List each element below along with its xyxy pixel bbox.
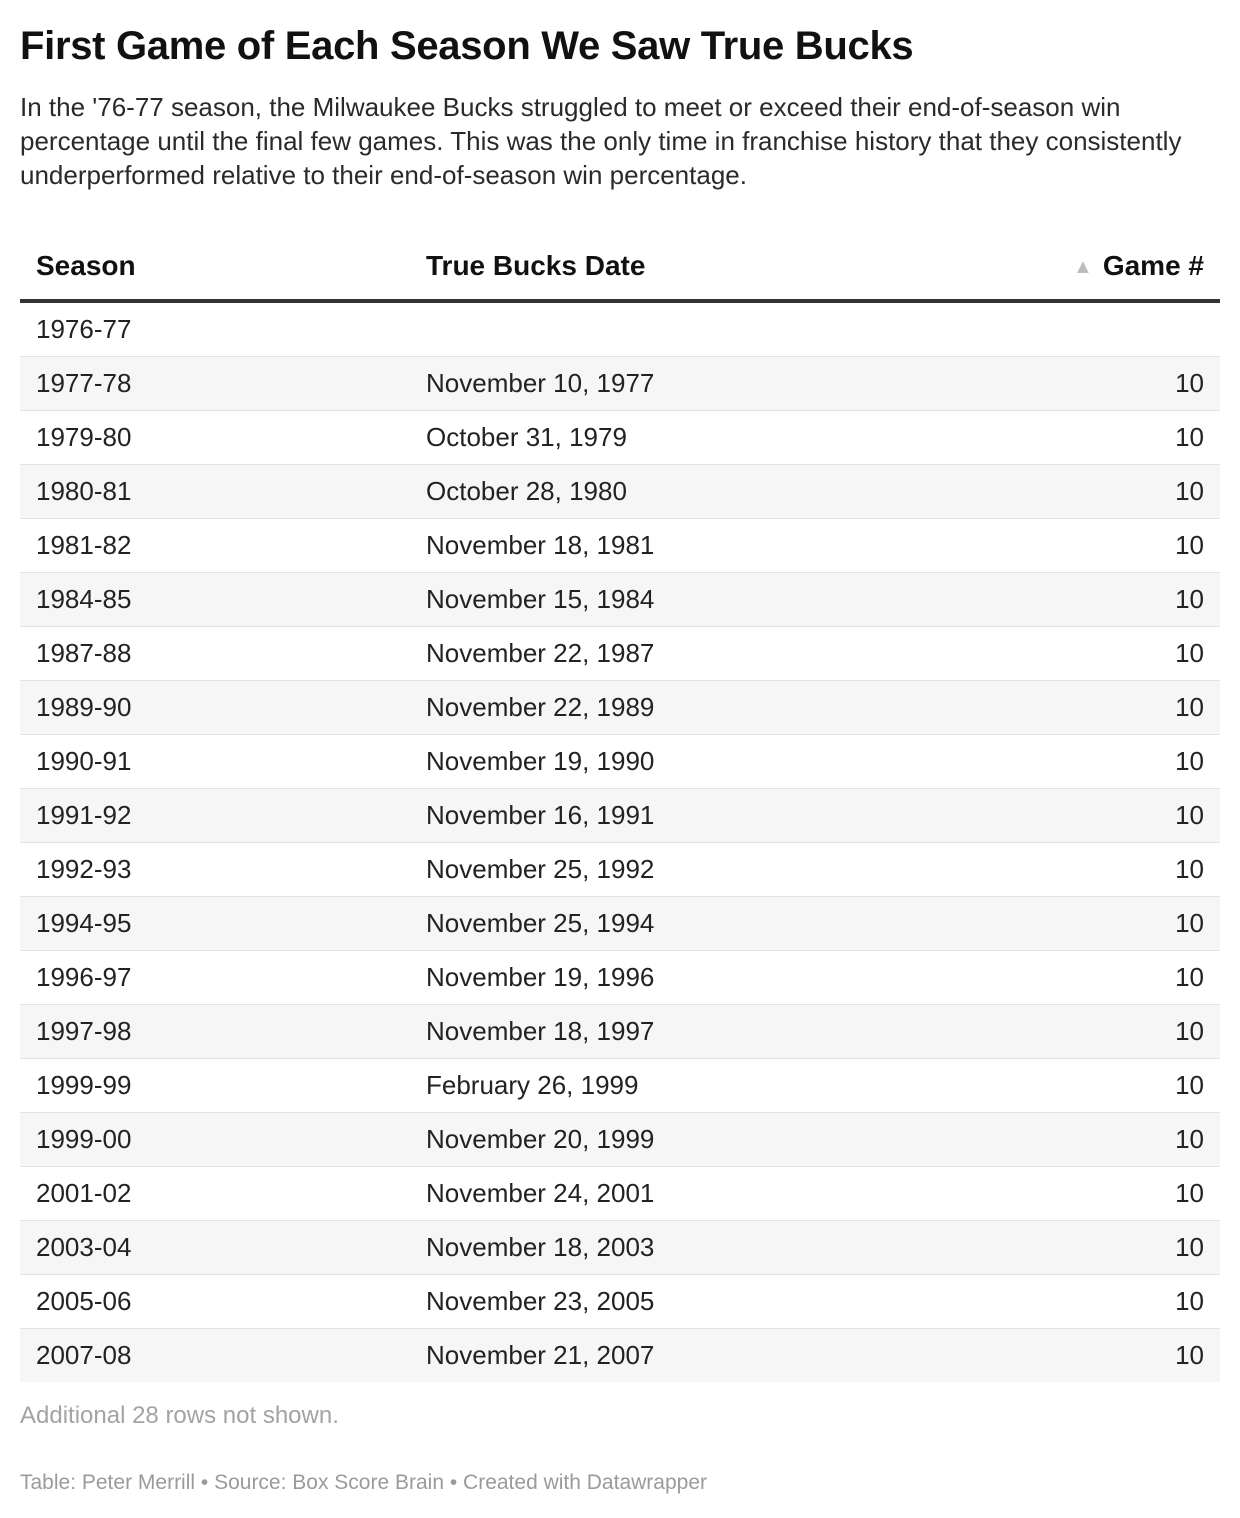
cell-season: 1976-77 bbox=[20, 301, 410, 357]
cell-date: November 22, 1987 bbox=[410, 627, 950, 681]
cell-date: November 16, 1991 bbox=[410, 789, 950, 843]
cell-game: 10 bbox=[950, 897, 1220, 951]
cell-game: 10 bbox=[950, 1221, 1220, 1275]
cell-season: 1996-97 bbox=[20, 951, 410, 1005]
cell-game: 10 bbox=[950, 1329, 1220, 1383]
cell-date: November 23, 2005 bbox=[410, 1275, 950, 1329]
cell-season: 1990-91 bbox=[20, 735, 410, 789]
cell-game bbox=[950, 301, 1220, 357]
cell-game: 10 bbox=[950, 1275, 1220, 1329]
cell-season: 1979-80 bbox=[20, 411, 410, 465]
column-header-game-label: Game # bbox=[1102, 249, 1204, 281]
cell-date: November 19, 1990 bbox=[410, 735, 950, 789]
table-row bbox=[20, 735, 1220, 789]
cell-game: 10 bbox=[950, 843, 1220, 897]
cell-season: 1991-92 bbox=[20, 789, 410, 843]
cell-game: 10 bbox=[950, 1113, 1220, 1167]
cell-game: 10 bbox=[950, 951, 1220, 1005]
cell-season: 2005-06 bbox=[20, 1275, 410, 1329]
table-row bbox=[20, 357, 1220, 411]
table-row bbox=[20, 573, 1220, 627]
cell-season: 2003-04 bbox=[20, 1221, 410, 1275]
chart-title: First Game of Each Season We Saw True Bucks bbox=[20, 24, 914, 68]
data-table bbox=[20, 232, 1220, 1382]
cell-game: 10 bbox=[950, 1167, 1220, 1221]
cell-date: November 25, 1992 bbox=[410, 843, 950, 897]
cell-season: 1999-00 bbox=[20, 1113, 410, 1167]
table-row bbox=[20, 519, 1220, 573]
cell-season: 1989-90 bbox=[20, 681, 410, 735]
cell-date: November 15, 1984 bbox=[410, 573, 950, 627]
table-row bbox=[20, 1113, 1220, 1167]
cell-game: 10 bbox=[950, 519, 1220, 573]
cell-date: November 25, 1994 bbox=[410, 897, 950, 951]
table-row bbox=[20, 1221, 1220, 1275]
table-row bbox=[20, 301, 1220, 357]
cell-game: 10 bbox=[950, 357, 1220, 411]
cell-season: 1994-95 bbox=[20, 897, 410, 951]
cell-game: 10 bbox=[950, 411, 1220, 465]
cell-season: 1999-99 bbox=[20, 1059, 410, 1113]
table-row bbox=[20, 789, 1220, 843]
cell-date: November 10, 1977 bbox=[410, 357, 950, 411]
cell-season: 2001-02 bbox=[20, 1167, 410, 1221]
cell-game: 10 bbox=[950, 1005, 1220, 1059]
cell-game: 10 bbox=[950, 627, 1220, 681]
chart-footer: Table: Peter Merrill • Source: Box Score Brain • Created with Datawrapper bbox=[20, 1471, 707, 1494]
table-row bbox=[20, 897, 1220, 951]
cell-date: November 21, 2007 bbox=[410, 1329, 950, 1383]
cell-season: 1984-85 bbox=[20, 573, 410, 627]
cell-date: November 19, 1996 bbox=[410, 951, 950, 1005]
column-header-date[interactable]: True Bucks Date bbox=[410, 232, 950, 301]
cell-season: 1980-81 bbox=[20, 465, 410, 519]
table-row bbox=[20, 1329, 1220, 1383]
cell-date: October 31, 1979 bbox=[410, 411, 950, 465]
cell-game: 10 bbox=[950, 789, 1220, 843]
table-row bbox=[20, 681, 1220, 735]
cell-season: 2007-08 bbox=[20, 1329, 410, 1383]
cell-game: 10 bbox=[950, 681, 1220, 735]
column-header-season[interactable]: Season bbox=[20, 232, 410, 301]
table-row bbox=[20, 951, 1220, 1005]
cell-date: February 26, 1999 bbox=[410, 1059, 950, 1113]
cell-season: 1987-88 bbox=[20, 627, 410, 681]
column-header-game[interactable] bbox=[950, 232, 1220, 301]
cell-season: 1997-98 bbox=[20, 1005, 410, 1059]
cell-date: November 18, 1997 bbox=[410, 1005, 950, 1059]
table-row bbox=[20, 1275, 1220, 1329]
table-row bbox=[20, 1005, 1220, 1059]
cell-season: 1977-78 bbox=[20, 357, 410, 411]
cell-season: 1981-82 bbox=[20, 519, 410, 573]
table-row bbox=[20, 411, 1220, 465]
cell-game: 10 bbox=[950, 735, 1220, 789]
cell-game: 10 bbox=[950, 573, 1220, 627]
table-row bbox=[20, 1167, 1220, 1221]
cell-game: 10 bbox=[950, 465, 1220, 519]
cell-season: 1992-93 bbox=[20, 843, 410, 897]
table-row bbox=[20, 627, 1220, 681]
cell-date bbox=[410, 301, 950, 357]
cell-date: November 24, 2001 bbox=[410, 1167, 950, 1221]
chart-description: In the '76-77 season, the Milwaukee Bucks struggled to meet or exceed their end-of-season win percentage until the final few games. This was the only time in franchise history that they consistently underperformed relative to their end-of-season win percentage. bbox=[20, 92, 1182, 190]
table-row bbox=[20, 843, 1220, 897]
table-row bbox=[20, 465, 1220, 519]
cell-date: November 18, 2003 bbox=[410, 1221, 950, 1275]
sort-ascending-icon: ▲ bbox=[1073, 255, 1093, 278]
cell-date: October 28, 1980 bbox=[410, 465, 950, 519]
table-header-row bbox=[20, 232, 1220, 301]
cell-date: November 18, 1981 bbox=[410, 519, 950, 573]
cell-date: November 20, 1999 bbox=[410, 1113, 950, 1167]
table-body bbox=[20, 301, 1220, 1382]
cell-game: 10 bbox=[950, 1059, 1220, 1113]
table-row bbox=[20, 1059, 1220, 1113]
more-rows-note: Additional 28 rows not shown. bbox=[20, 1402, 339, 1429]
cell-date: November 22, 1989 bbox=[410, 681, 950, 735]
